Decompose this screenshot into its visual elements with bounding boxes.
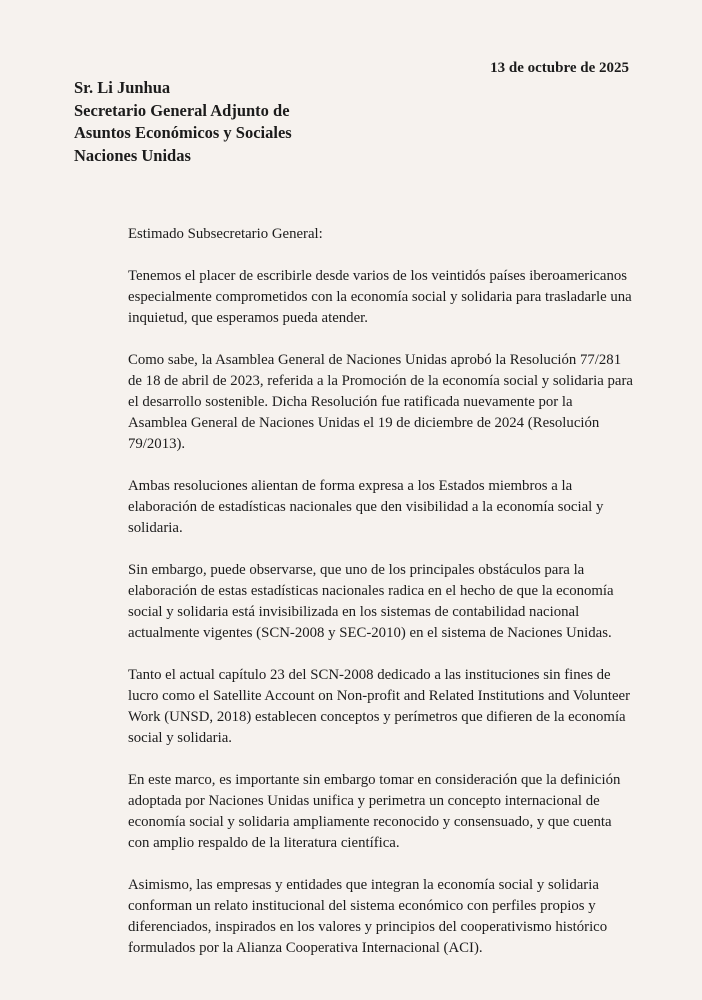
paragraph: Tenemos el placer de escribirle desde varios de los veintidós países iberoamericanos especialmente comprometidos con la economía social y solidaria para trasladarle una inquietud, que esperamos pueda atender. xyxy=(128,268,632,326)
paragraph: Sin embargo, puede observarse, que uno de los principales obstáculos para la elaboración de estas estadísticas nacionales radica en el hecho de que la economía social y solidaria está invisibilizada en los sistemas de contabilidad nacional actualmente vigentes (SCN-2008 y SEC-2010) en el sistema de Naciones Unidas. xyxy=(128,562,614,641)
paragraph: Asimismo, las empresas y entidades que integran la economía social y solidaria conforman un relato institucional del sistema económico con perfiles propios y diferenciados, inspirados en los valores y principios del cooperativismo histórico formulados por la Alianza Cooperativa Internacional (ACI). xyxy=(128,877,608,956)
letter-date: 13 de octubre de 2025 xyxy=(490,60,629,76)
recipient-title: Secretario General Adjunto de xyxy=(74,100,290,120)
paragraph: Tanto el actual capítulo 23 del SCN-2008 dedicado a las instituciones sin fines de lucro como el Satellite Account on Non-profit and Related Institutions and Volunteer Work (UNSD, 2018) establecen conceptos y perímetros que difieren de la economía social y solidaria. xyxy=(128,667,631,746)
recipient-block xyxy=(74,77,292,167)
salutation: Estimado Subsecretario General: xyxy=(128,226,323,242)
paragraph: En este marco, es importante sin embargo tomar en consideración que la definición adoptada por Naciones Unidas unifica y perimetra un concepto internacional de economía social y solidaria ampliamente reconocido y consensuado, y que cuenta con amplio respaldo de la literatura científica. xyxy=(128,772,621,851)
recipient-name: Sr. Li Junhua xyxy=(74,78,171,97)
paragraph: Como sabe, la Asamblea General de Naciones Unidas aprobó la Resolución 77/281 de 18 de abril de 2023, referida a la Promoción de la economía social y solidaria para el desarrollo sostenible. Dicha Resolución fue ratificada nuevamente por la Asamblea General de Naciones Unidas el 19 de diciembre de 2024 (Resolución 79/2013). xyxy=(128,352,633,452)
recipient-organization: Naciones Unidas xyxy=(74,145,191,165)
recipient-department: Asuntos Económicos y Sociales xyxy=(74,123,292,142)
letter-body xyxy=(128,224,633,980)
paragraph: Ambas resoluciones alientan de forma expresa a los Estados miembros a la elaboración de estadísticas nacionales que den visibilidad a la economía social y solidaria. xyxy=(128,478,604,536)
